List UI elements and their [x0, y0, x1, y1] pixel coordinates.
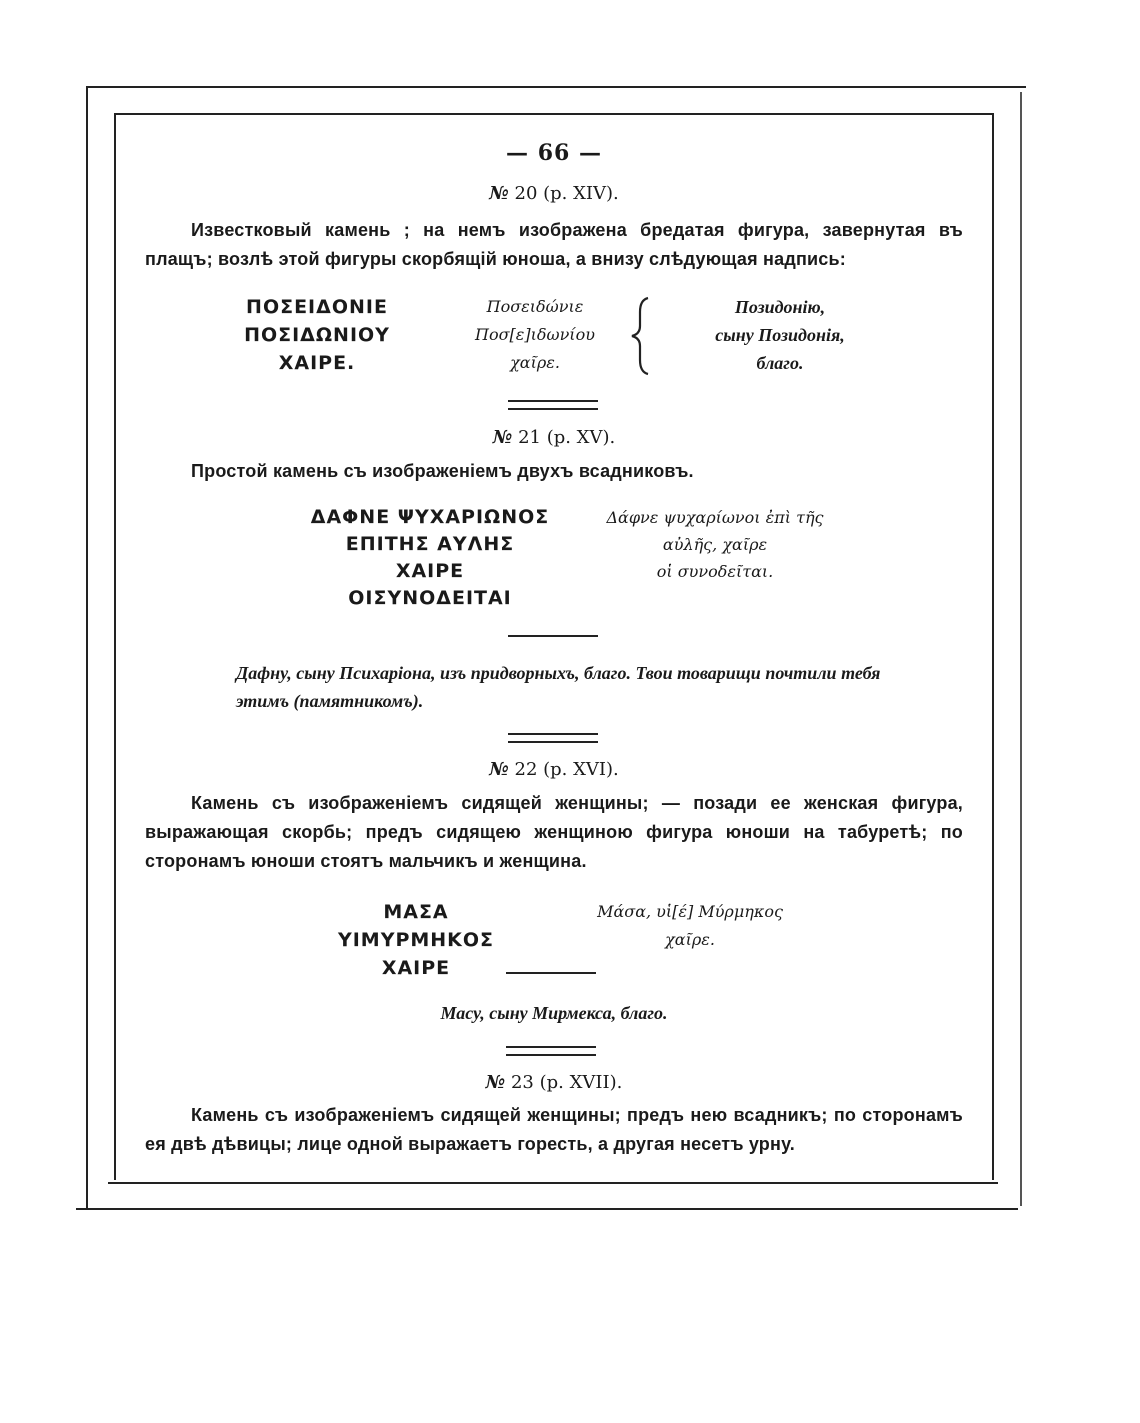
outer-frame-bottom [76, 1208, 1018, 1210]
inner-frame-bottom [108, 1182, 998, 1184]
translation-20 [680, 293, 880, 377]
outer-frame-right [1020, 92, 1022, 1206]
inscription-line: ΧΑΙΡΕ [381, 957, 451, 979]
transcription-line: Μάσα, υἱ[έ] Μύρμηκος [597, 902, 783, 921]
entry-description-20 [145, 216, 963, 274]
transcription-21 [600, 504, 830, 585]
inner-frame-top [114, 113, 992, 115]
transcription-20 [450, 293, 620, 377]
translation-22: Масу, сыну Мирмекса, благо. [440, 1003, 668, 1023]
curly-brace [626, 296, 662, 376]
description-text: Известковый камень ; на немъ изображена бредатая фигура, завернутая въ плащъ; возлѣ этой фигуры скорбящій юноша, а внизу слѣдующая надпись: [145, 220, 963, 269]
description-text: Простой камень съ изображеніемъ двухъ всадниковъ. [191, 461, 694, 481]
entry-heading-21 [116, 427, 992, 448]
double-rule [508, 400, 598, 410]
description-text: Камень съ изображеніемъ сидящей женщины; предъ нею всадникъ; по сторонамъ ея двѣ дѣвицы; лице одной выражаетъ горесть, а другая несетъ урну. [145, 1105, 963, 1154]
description-text: Камень съ изображеніемъ сидящей женщины; — позади ее женская фигура, выражающая скорбь; предъ сидящею женщиною фигура юноши на табуретѣ; по сторонамъ юноши стоятъ мальчикъ и женщина. [145, 793, 963, 871]
entry-heading-text: 22 (p. XVI). [514, 759, 619, 780]
translation-line: благо. [756, 353, 804, 373]
entry-description-23 [145, 1101, 963, 1159]
transcription-line: Ποσ[ε]ιδωνίου [475, 325, 595, 344]
inscription-line: ΜΑΣΑ ΥΙΜΥΡΜΗΚΟΣ [337, 901, 495, 951]
entry-heading-text: 20 (p. XIV). [514, 183, 619, 204]
entry-heading-text: 21 (p. XV). [518, 427, 616, 448]
entry-heading-22 [116, 759, 992, 780]
inscription-22 [306, 898, 526, 982]
inscription-line: ΕΠΙΤΗΣ ΑΥΛΗΣ [345, 533, 515, 555]
translation-line: сыну Позидонія, [715, 325, 845, 345]
number-sign: № [489, 183, 509, 204]
inscription-line: ΧΑΙΡΕ [395, 560, 465, 582]
transcription-line: χαῖρε. [510, 353, 560, 372]
double-rule [506, 1046, 596, 1056]
single-rule [508, 635, 598, 637]
transcription-line: χαῖρε. [665, 930, 715, 949]
inscription-line: ΠΟΣΙΔΩΝΙΟΥ [244, 324, 390, 346]
entry-heading-text: 23 (p. XVII). [510, 1072, 623, 1093]
number-sign: № [485, 1072, 506, 1093]
transcription-line: αὐλῆς, χαῖρε [662, 535, 768, 554]
transcription-line: Δάφνε ψυχαρίωνοι ἐπὶ τῆς [606, 508, 824, 527]
inner-frame-right [992, 113, 994, 1180]
translation-line: Позидонію, [734, 297, 826, 317]
single-rule [506, 972, 596, 974]
outer-frame-top [86, 86, 1026, 88]
number-sign: № [492, 427, 513, 448]
number-sign: № [489, 759, 509, 780]
inscription-line: ΧΑΙΡΕ. [278, 352, 356, 374]
brace-icon [626, 296, 662, 376]
page-number: — 66 — [506, 140, 602, 166]
outer-frame-left [86, 86, 88, 1208]
inscription-line: ΠΟΣΕΙΔΟΝΙΕ [246, 296, 388, 318]
transcription-line: Ποσειδώνιε [486, 297, 584, 316]
transcription-line: οἱ συνοδεῖται. [656, 562, 774, 581]
inscription-20 [222, 293, 412, 377]
entry-description-22 [145, 789, 963, 876]
inscription-21 [300, 504, 560, 612]
inscription-line: ΔΑΦΝΕ ΨΥΧΑΡΙΩΝΟΣ [310, 506, 550, 528]
double-rule [508, 733, 598, 743]
inscription-line: ΟΙΣΥΝΟΔΕΙΤΑΙ [348, 587, 512, 609]
translation-21: Дафну, сыну Психаріона, изъ придворныхъ, благо. Твои товарищи почтили тебя этимъ (памятникомъ). [236, 663, 881, 711]
transcription-22 [590, 898, 790, 954]
entry-heading-23 [116, 1072, 992, 1093]
entry-heading-20 [116, 183, 992, 204]
entry-description-21 [145, 457, 963, 486]
